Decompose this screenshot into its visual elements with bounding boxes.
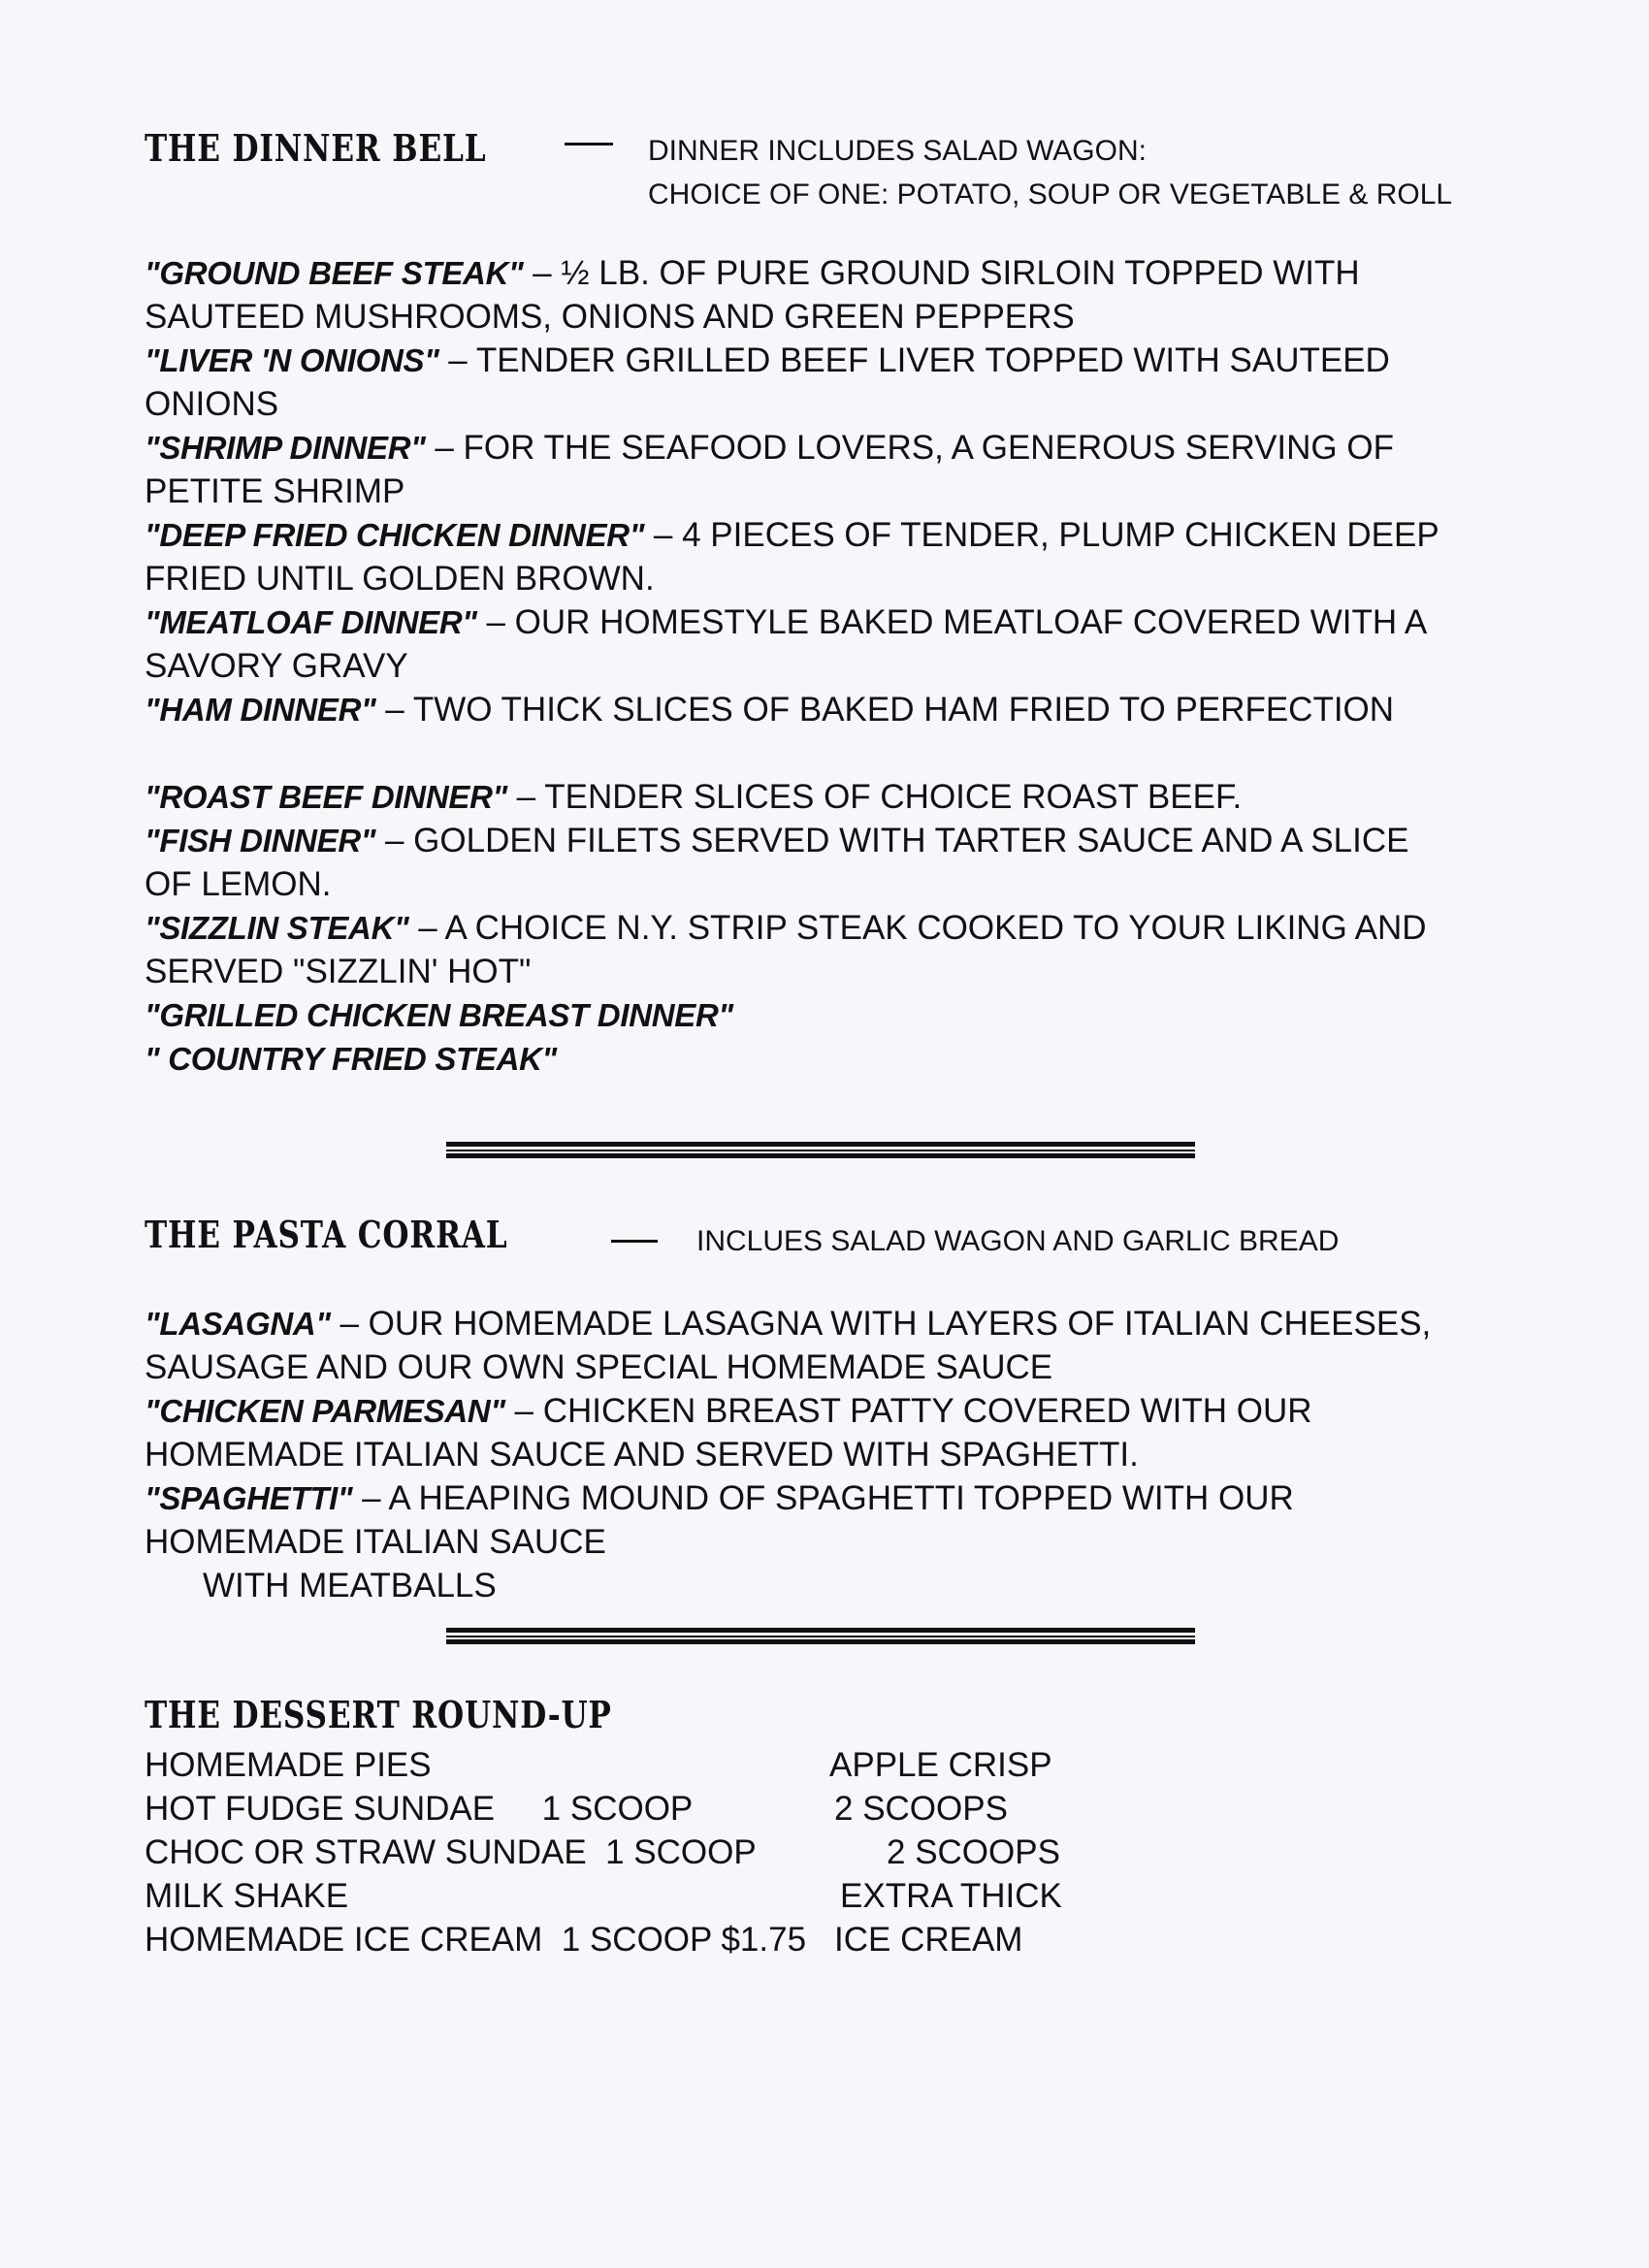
menu-item	[145, 339, 1464, 426]
section-divider	[446, 1628, 1195, 1644]
menu-item	[145, 819, 1464, 906]
menu-item	[145, 775, 1464, 819]
dinner-items-list	[145, 251, 1464, 1081]
dessert-item-right: EXTRA THICK	[840, 1877, 1062, 1915]
item-name: "SPAGHETTI"	[145, 1480, 353, 1516]
item-description: – TENDER GRILLED BEEF LIVER TOPPED WITH SAUTEED ONIONS	[145, 341, 1390, 423]
item-name: "MEATLOAF DINNER"	[145, 604, 477, 640]
menu-item	[145, 1302, 1464, 1389]
item-description: – CHICKEN BREAST PATTY COVERED WITH OUR HOMEMADE ITALIAN SAUCE AND SERVED WITH SPAGHETTI.	[145, 1392, 1312, 1474]
item-name: "LASAGNA"	[145, 1306, 331, 1342]
item-name: "DEEP FRIED CHICKEN DINNER"	[145, 517, 645, 553]
dinner-section-title: THE DINNER BELL	[145, 126, 487, 170]
item-description: – GOLDEN FILETS SERVED WITH TARTER SAUCE AND A SLICE OF LEMON.	[145, 822, 1409, 903]
menu-item	[145, 513, 1464, 600]
menu-item	[145, 600, 1464, 688]
dinner-note-line2: CHOICE OF ONE: POTATO, SOUP OR VEGETABLE & ROLL	[648, 178, 1453, 211]
item-name: " COUNTRY FRIED STEAK"	[145, 1041, 558, 1077]
menu-item	[145, 426, 1464, 513]
item-name: "GRILLED CHICKEN BREAST DINNER"	[145, 997, 733, 1033]
item-description: – TWO THICK SLICES OF BAKED HAM FRIED TO PERFECTION	[375, 691, 1395, 729]
menu-item	[145, 1389, 1464, 1476]
dessert-item-left: HOMEMADE PIES	[145, 1746, 432, 1784]
item-name: "CHICKEN PARMESAN"	[145, 1393, 505, 1429]
item-description: – TENDER SLICES OF CHOICE ROAST BEEF.	[506, 778, 1243, 816]
menu-item-option: WITH MEATBALLS	[203, 1567, 497, 1604]
menu-item	[145, 1037, 1464, 1081]
dessert-item-left: MILK SHAKE	[145, 1877, 349, 1915]
menu-item	[145, 251, 1464, 339]
dessert-item-left: HOT FUDGE SUNDAE 1 SCOOP	[145, 1790, 694, 1828]
item-description: – 4 PIECES OF TENDER, PLUMP CHICKEN DEEP FRIED UNTIL GOLDEN BROWN.	[145, 516, 1439, 598]
item-description: – A HEAPING MOUND OF SPAGHETTI TOPPED WITH OUR HOMEMADE ITALIAN SAUCE	[145, 1479, 1294, 1561]
section-divider	[446, 1142, 1195, 1158]
dinner-title-dash	[565, 143, 613, 146]
dessert-item-right: APPLE CRISP	[829, 1746, 1052, 1784]
item-name: "HAM DINNER"	[145, 692, 376, 728]
dessert-section-title: THE DESSERT ROUND-UP	[145, 1693, 612, 1736]
menu-item	[145, 688, 1464, 731]
item-name: "LIVER 'N ONIONS"	[145, 342, 439, 378]
pasta-title-dash	[611, 1240, 658, 1243]
dessert-item-right: ICE CREAM	[834, 1921, 1023, 1959]
item-description: – A CHOICE N.Y. STRIP STEAK COOKED TO YOUR LIKING AND SERVED "SIZZLIN' HOT"	[145, 909, 1427, 990]
item-name: "SIZZLIN STEAK"	[145, 910, 409, 946]
item-description: – ½ LB. OF PURE GROUND SIRLOIN TOPPED WITH SAUTEED MUSHROOMS, ONIONS AND GREEN PEPPERS	[145, 254, 1360, 336]
menu-item	[145, 993, 1464, 1037]
item-name: "ROAST BEEF DINNER"	[145, 779, 507, 815]
item-description: – OUR HOMESTYLE BAKED MEATLOAF COVERED WITH A SAVORY GRAVY	[145, 603, 1426, 685]
dessert-item-right: 2 SCOOPS	[887, 1833, 1060, 1871]
item-name: "GROUND BEEF STEAK"	[145, 255, 524, 291]
item-description: – OUR HOMEMADE LASAGNA WITH LAYERS OF ITALIAN CHEESES, SAUSAGE AND OUR OWN SPECIAL HOMEMADE SAUCE	[145, 1305, 1432, 1386]
dessert-item-right: 2 SCOOPS	[834, 1790, 1008, 1828]
dessert-item-left: HOMEMADE ICE CREAM 1 SCOOP $1.75	[145, 1921, 807, 1959]
item-name: "SHRIMP DINNER"	[145, 430, 426, 466]
pasta-section-title: THE PASTA CORRAL	[145, 1213, 508, 1256]
menu-item	[145, 906, 1464, 993]
item-name: "FISH DINNER"	[145, 823, 376, 859]
menu-item	[145, 1476, 1464, 1564]
pasta-items-list	[145, 1302, 1464, 1607]
dessert-item-left: CHOC OR STRAW SUNDAE 1 SCOOP	[145, 1833, 757, 1871]
dinner-note-line1: DINNER INCLUDES SALAD WAGON:	[648, 135, 1147, 167]
item-description: – FOR THE SEAFOOD LOVERS, A GENEROUS SERVING OF PETITE SHRIMP	[145, 429, 1394, 510]
pasta-note: INCLUES SALAD WAGON AND GARLIC BREAD	[696, 1225, 1340, 1257]
